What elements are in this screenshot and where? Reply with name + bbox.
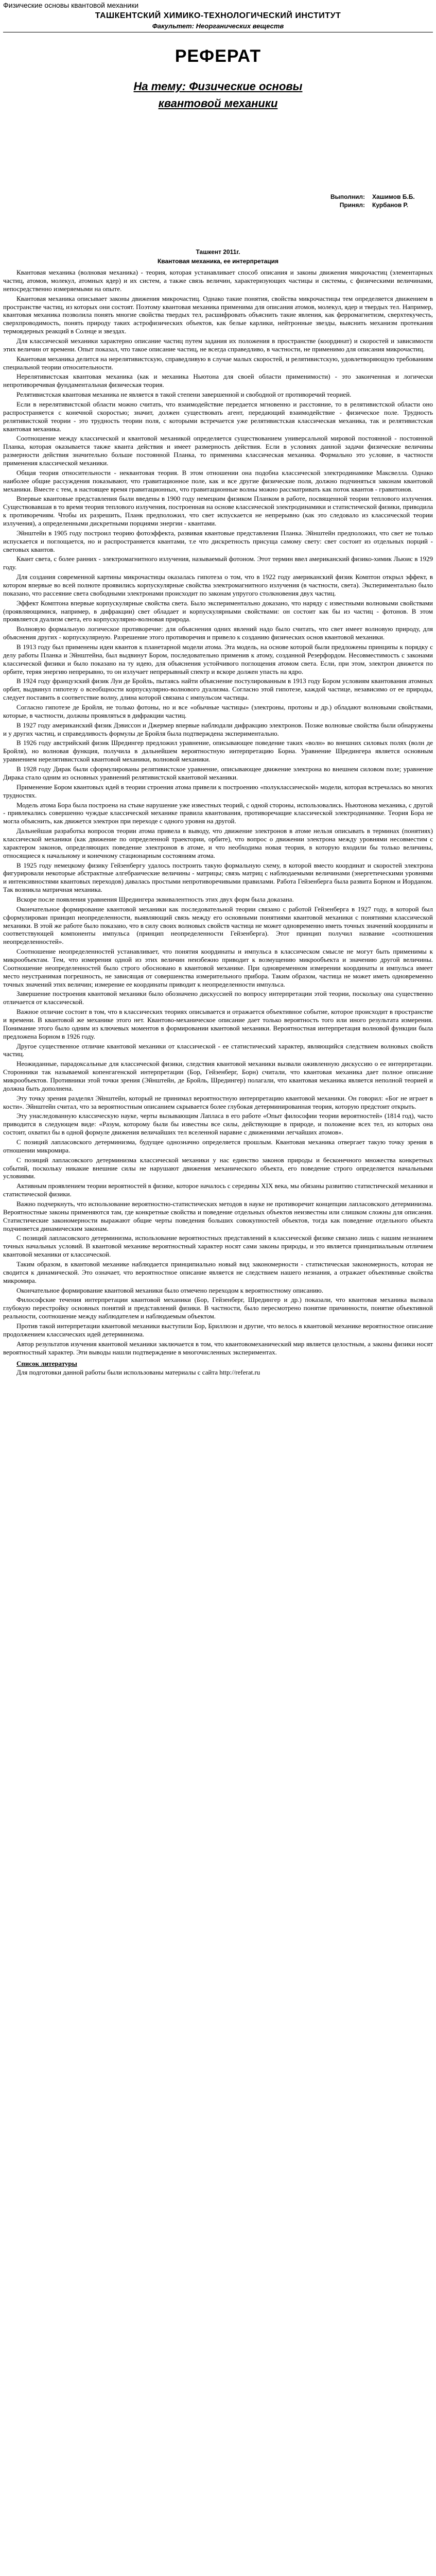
page-top-title: Физические основы квантовой механики — [3, 1, 139, 9]
paragraph: Волновую формальную логическое противоречие: для объяснения одних явлений надо было считать, что свет имеет волновую природу, для объяснения других - корпускулярную. Разрешение этого противоречия и привело к созданию физических основ квантовой механики. — [3, 625, 433, 641]
paragraph: Соотношение неопределенностей устанавливает, что понятия координаты и импульса в классическом смысле не могут быть применимы к микрообъектам. Тем, что измерения одной из этих величин неизбежно приводит к возмущению микрообъекта и значению другой величины. Соотношение неопределенностей было строго обосновано в квантовой механике. При одновременном измерении координаты и импульса имеет место неустранимая погрешность, не зависящая от совершенства измерительного прибора. Таким образом, частица не может иметь одновременно точных значений этих величин; измерение ее координаты приводит к неопределенности импульса. — [3, 947, 433, 988]
paragraph: Активным проявлением теории вероятностей в физике, которое началось с середины XIX века, мы обязаны развитию статистической механики и статистической физики. — [3, 1182, 433, 1198]
paragraph: В 1925 году немецкому физику Гейзенбергу удалось построить такую формальную схему, в которой вместо координат и скоростей электрона фигурировали некоторые абстрактные алгебраические величины - матрицы; связь матриц с наблюдаемыми величинами (энергетическими уровнями и интенсивностями квантовых переходов) давалась простыми непротиворечивыми правилами. Работа Гейзенберга была развита Борном и Иорданом. Так возникла матричная механика. — [3, 861, 433, 894]
paragraph: Автор результатов изучения квантовой механики заключается в том, что квантовомеханический мир является целостным, а законы физики носят вероятностный характер. Эти выводы нашли подтверждение в многочисленных экспериментах. — [3, 1340, 433, 1356]
paragraph: Эффект Комптона впервые корпускулярные свойства света. Было экспериментально доказано, что наряду с известными волновыми свойствами (проявляющимися, например, в дифракции) свет обладает и корпускулярными свойствами: он состоит как бы из частиц - фотонов. В этом проявляется дуализм света, его корпускулярно-волновая природа. — [3, 599, 433, 623]
paragraph: В 1927 году американский физик Дэвиссон и Джермер впервые наблюдали дифракцию электронов. Позже волновые свойства были обнаружены и у других частиц, и справедливость формулы де Бройля была подтверждена экспериментально. — [3, 721, 433, 737]
paragraph: Впервые квантовые представления были введены в 1900 году немецким физиком Планком в работе, посвященной теории теплового излучения. Существовавшая в то время теория теплового излучения, построенная на основе классической электродинамики и статистической физики, приводила к противоречиям. Чтобы их разрешить, Планк предположил, что свет испускается не непрерывно (как это следовало из классической теории излучения), а определенными дискретными порциями энергии - квантами. — [3, 495, 433, 527]
institute-name: ТАШКЕНТСКИЙ ХИМИКО-ТЕХНОЛОГИЧЕСКИЙ ИНСТИТУТ — [95, 11, 341, 21]
paragraph: Эту точку зрения разделял Эйнштейн, который не принимал вероятностную интерпретацию квантовой механики. Он говорил: «Бог не играет в кости». Эйнштейн считал, что за вероятностным описанием скрывается более глубокая детерминированная теория, которую предстоит открыть. — [3, 1094, 433, 1110]
references-list — [3, 1368, 433, 1377]
paragraph: Окончательное формирование квантовой механики было отмечено переходом к вероятностному описанию. — [16, 1286, 323, 1294]
paragraph: Нерелятивистская квантовая механика (как и механика Ньютона для своей области применимости) - это законченная и логически непротиворечивая фундаментальная физическая теория. — [3, 372, 433, 389]
topic-line-1-rest: Физические основы — [186, 79, 303, 93]
paragraph: С позиций лапласовского детерминизма, будущее однозначно определяется прошлым. Квантовая механика отвергает такую точку зрения в отношении микромира. — [3, 1138, 433, 1154]
paragraph: Философские течения интерпретации квантовой механики (Бор, Гейзенберг, Шредингер и др.) показали, что квантовая механика вызвала глубокую перестройку основных понятий и представлений физики. В частности, было пересмотрено понятие причинности, понятие объективной реальности, соотношение между наблюдателем и наблюдаемым объектом. — [3, 1296, 433, 1320]
reference-item: Для подготовки данной работы были использованы материалы с сайта http://referat.ru — [16, 1368, 260, 1377]
performed-value: Хашимов Б.Б. — [372, 193, 415, 200]
paragraph: В 1926 году австрийский физик Шредингер предложил уравнение, описывающее поведение таких «волн» во внешних силовых полях (волн де Бройля), но волновая функция, получила в дальнейшем вероятностную интерпретацию Борна. Уравнение Шредингера является основным уравнением нерелятивистской квантовой механики, волновой механики. — [3, 739, 433, 764]
performed-row — [3, 193, 433, 201]
paragraph: Квант света, с более ранних - электромагнитного излучения, называемый фотоном. Этот термин ввел американский физико-химик Льюис в 1929 году. — [3, 555, 433, 571]
paragraph: С позиций лапласовского детерминизма, использование вероятностных представлений в классической физике связано лишь с нашим незнанием точных начальных условий. В квантовой механике вероятностный характер носят сами законы природы, и это является принципиальным отличием квантовой механики от классической. — [3, 1234, 433, 1259]
paragraph: Применение Бором квантовых идей в теории строения атома привели к построению «полуклассической» модели, которая встречалась во многих трудностях. — [3, 783, 433, 799]
topic-line-1 — [3, 80, 433, 94]
paragraph: Вскоре после появления уравнения Шредингера эквивалентность этих двух форм была доказана. — [16, 895, 294, 903]
references-heading: Список литературы — [16, 1359, 77, 1367]
paragraph: Важно подчеркнуть, что использование вероятностно-статистических методов в науке не противоречит концепции лапласовского детерминизма. Вероятностные законы применяются там, где конкретные свойства и поведение отдельных объектов неизвестны или слишком сложны для описания. Статистические закономерности выражают общие черты поведения больших совокупностей объектов, тогда как поведение отдельного объекта подчиняется динамическим законам. — [3, 1200, 433, 1232]
paragraph: Дальнейшая разработка вопросов теории атома привела в выводу, что движение электронов в атоме нельзя описывать в терминах (понятиях) классической механики (как движение по определенной траектории, орбите), что вопрос о движении электрона между уровнями несовместим с характером законов, определяющих поведение электронов в атоме, и что необходима новая теория, в которую входили бы только величины, относящиеся к начальному и конечному стационарным состояниям атома. — [3, 827, 433, 859]
paragraph: Окончательное формирование квантовой механики как последовательной теории связано с работой Гейзенберга в 1927 году, в которой был сформулирован принцип неопределенности, выявляющий связь между его основными понятиями квантовой механики с понятиями классической механики. В этой же работе было показано, что в силу своих волновых свойств частица не может одновременно иметь точных значений координаты и соответствующей компоненты импульса (принцип неопределенности Гейзенберга). Этот принцип получил название «соотношения неопределенностей». — [3, 905, 433, 946]
paragraph: Если в нерелятивистской области можно считать, что взаимодействие передается мгновенно и расстояние, то в релятивистской области оно распространяется с конечной скоростью; значит, должен существовать агент, передающий взаимодействие - физическое поле. Трудность релятивистской теории - это трудность теории поля, с которыми встречается уже релятивистская классическая механика, так и релятивистская квантовая механика. — [3, 400, 433, 433]
section-heading: Квантовая механика, ее интерпретация — [157, 258, 279, 265]
paragraph: Квантовая механика делится на нерелятивистскую, справедливую в случае малых скоростей, и релятивистскую, удовлетворяющую требованиям специальной теории относительности. — [3, 354, 433, 371]
paragraph: Неожиданные, парадоксальные для классической физики, следствия квантовой механики вызвали оживленную дискуссию о ее интерпретации. Сторонники так называемой копенгагенской интерпретации (Бор, Гейзенберг, Борн) считали, что квантовая механика дает полное описание микрообъектов. Противники этой точки зрения (Эйнштейн, де Бройль, Шредингер) полагали, что квантовая механика является неполной теорией и должна быть дополнена. — [3, 1060, 433, 1092]
city-year: Ташкент 2011г. — [196, 248, 240, 256]
paragraph: Против такой интерпретации квантовой механики выступили Бор, Бриллюэн и другие, что велось в квантовой механике вероятностное описание продолжением классических идей детерминизма. — [3, 1322, 433, 1338]
accepted-value: Курбанов Р. — [372, 201, 409, 209]
signature-block — [3, 193, 433, 209]
paragraph: Для классической механики характерно описание частиц путем задания их положения в пространстве (координат) и скоростей и зависимости этих величин от времени. Опыт показал, что такое описание частиц, не всегда справедливо, в частности, не применимо для описания микрочастиц. — [3, 336, 433, 353]
paragraph: Важное отличие состоит в том, что в классических теориях описывается и отражается объективное событие, которое происходит в пространстве и времени. В квантовой же механике этого нет. Квантово-механическое описание дает только вероятность того или иного результата измерения. Понимание этого было одним из ключевых моментов в формировании квантовой механики. Вероятностная интерпретация волновой функции была предложена Борном в 1926 году. — [3, 1008, 433, 1040]
paragraph: Квантовая механика описывает законы движения микрочастиц. Однако такие понятия, свойства микрочастицы тем определяется движением в пространстве частиц, из которых они состоят. Поэтому квантовая механика применима для описания атомов, молекул, ядер и твердых тел. Например, квантовая механика позволила понять многие свойства твердых тел, расшифровать объяснить такие явления, как ферромагнетизм, сверхтекучесть, сверхпроводимость, понять природу таких астрофизических объектов, как белые карлики, нейтронные звезды, выяснить механизм протекания термоядерных реакций в Солнце и звездах. — [3, 294, 433, 335]
document-title: РЕФЕРАТ — [175, 46, 261, 66]
paragraph: В 1913 году был применены идеи квантов к планетарной модели атома. Эта модель, на основе которой были предложены принципы к порядку с делу работы Планка и Эйнштейна, был выдвинут Бором, последовательно применив к атому, созданной Резерфордом. Несовместимость с законами классической физики и было показано на ту идею, для объяснения устойчивого поглощения атомом света. Если, при этом, электрон движется по орбите, теряя энергию непрерывно, то он излучает непрерывный спектр и вскоре должен упасть на ядро. — [3, 643, 433, 675]
accepted-label: Принял: — [339, 201, 365, 209]
paragraph: Эйнштейн в 1905 году построил теорию фотоэффекта, развивая квантовые представления Планка. Эйнштейн предположил, что свет не только испускается и поглощается, но и распространяется квантами, т.е что дискретность присуща самому свету: свет состоит из отдельных порций - световых квантов. — [3, 529, 433, 553]
paragraph: Соотношение между классической и квантовой механикой определяется существованием универсальной мировой постоянной - постоянной Планка, которая оказывается также кванта действия и имеет размерность действия. Если в условиях данной задачи физические величины размерности действия значительно больше постоянной Планка, то применима классическая механика. Формально это условие, в частности применения классической механики. — [3, 434, 433, 467]
paragraph: Квантовая механика (волновая механика) - теория, которая устанавливает способ описания и законы движения микрочастиц (элементарных частиц, атомов, молекул, атомных ядер) и их систем, а также связь величин, характеризующих частицы и системы, с физическими величинами, непосредственно измеряемыми на опыте. — [3, 268, 433, 293]
accepted-row — [3, 201, 433, 209]
paragraph: С позиций лапласовского детерминизма классической механики у нас единство законов природы и бесконечного множества конкретных событий, поскольку никакие внешние силы не нарушают движения механического объекта, его поведение строго определяется начальными условиями. — [3, 1156, 433, 1180]
paragraph: Согласно гипотезе де Бройля, не только фотоны, но и все «обычные частицы» (электроны, протоны и др.) обладают волновыми свойствами, которые, в частности, должны проявляться в дифракции частиц. — [3, 703, 433, 719]
performed-label: Выполнил: — [330, 193, 365, 200]
paragraph: Эту унаследованную классическую науке, черты вызывающим Лапласа в его работе «Опыт философии теории вероятностей» (1814 год), часто приводится в следующем виде: «Разум, которому были бы известны все силы, действующие в природе, и положение всех тел, из которых она состоит, охватил бы в одной формуле движения величайших тел вселенной наравне с движениями легчайших атомов». — [3, 1112, 433, 1137]
body-text — [3, 268, 433, 1356]
paragraph: Таким образом, в квантовой механике наблюдается принципиально новый вид закономерности - статистическая закономерность, которая не сводится к динамической. Это означает, что вероятностное описание является не следствием нашего незнания, а отражает объективные свойства микромира. — [3, 1260, 433, 1284]
paragraph: Модель атома Бора была построена на стыке нарушение уже известных теорий, с одной стороны, использовались. Ньютонова механика, с другой - привлекались совершенно чуждые классической механике правила квантования, противоречащие классической электродинамике. Теория Бора не могла объяснить, как движется электрон при переходе с одного уровня на другой. — [3, 801, 433, 825]
topic-prefix: На тему: — [133, 79, 186, 93]
paragraph: Для создания современной картины микрочастицы оказалась гипотеза о том, что в 1922 году американский физик Комптон открыл эффект, в котором впервые во всей полноте проявились корпускулярные свойства электромагнитного излучения (в частности, света). Экспериментально было показано, что рассеяние света свободными электронами происходит по законам упругого столкновения двух частиц. — [3, 573, 433, 597]
paragraph: Другое существенное отличие квантовой механики от классической - ее статистический характер, являющийся следствием волновых свойств частиц. — [3, 1042, 433, 1058]
faculty-name: Факультет: Неорганических веществ — [152, 22, 284, 30]
paragraph: Завершение построения квантовой механики было обозначено дискуссией по вопросу интерпретации этой теории, поскольку она существенно отличается от классической. — [3, 990, 433, 1006]
paragraph: В 1928 году Дирак были сформулированы релятивистское уравнение, описывающее движение электрона во внешнем силовом поле; уравнение Дирака стало одним из основных уравнений релятивистской квантовой механики. — [3, 765, 433, 781]
paragraph: Релятивистская квантовая механика не является в такой степени завершенной и свободной от противоречий теорией. — [16, 391, 352, 399]
topic-line-2: квантовой механики — [158, 96, 278, 110]
paragraph: Общая теория относительности - неквантовая теория. В этом отношении она подобна классической электродинамике Максвелла. Однако наиболее общие рассуждения показывают, что гравитационное поле, как и все другие физические поля, должно подчиняться законам квантовой механики. Вместе с тем, в настоящее время гравитационных, что гравитационные волны можно рассматривать как поток квантов - гравитонов. — [3, 468, 433, 493]
paragraph: В 1924 году французский физик Луи де Бройль, пытаясь найти объяснение постулированным в 1913 году Бором условиям квантования атомных орбит, выдвинул гипотезу о всеобщности корпускулярно-волнового дуализма. Согласно этой гипотезе, каждой частице, независимо от ее природы, следует поставить в соответствие волну, длина которой связана с импульсом частицы. — [3, 677, 433, 702]
